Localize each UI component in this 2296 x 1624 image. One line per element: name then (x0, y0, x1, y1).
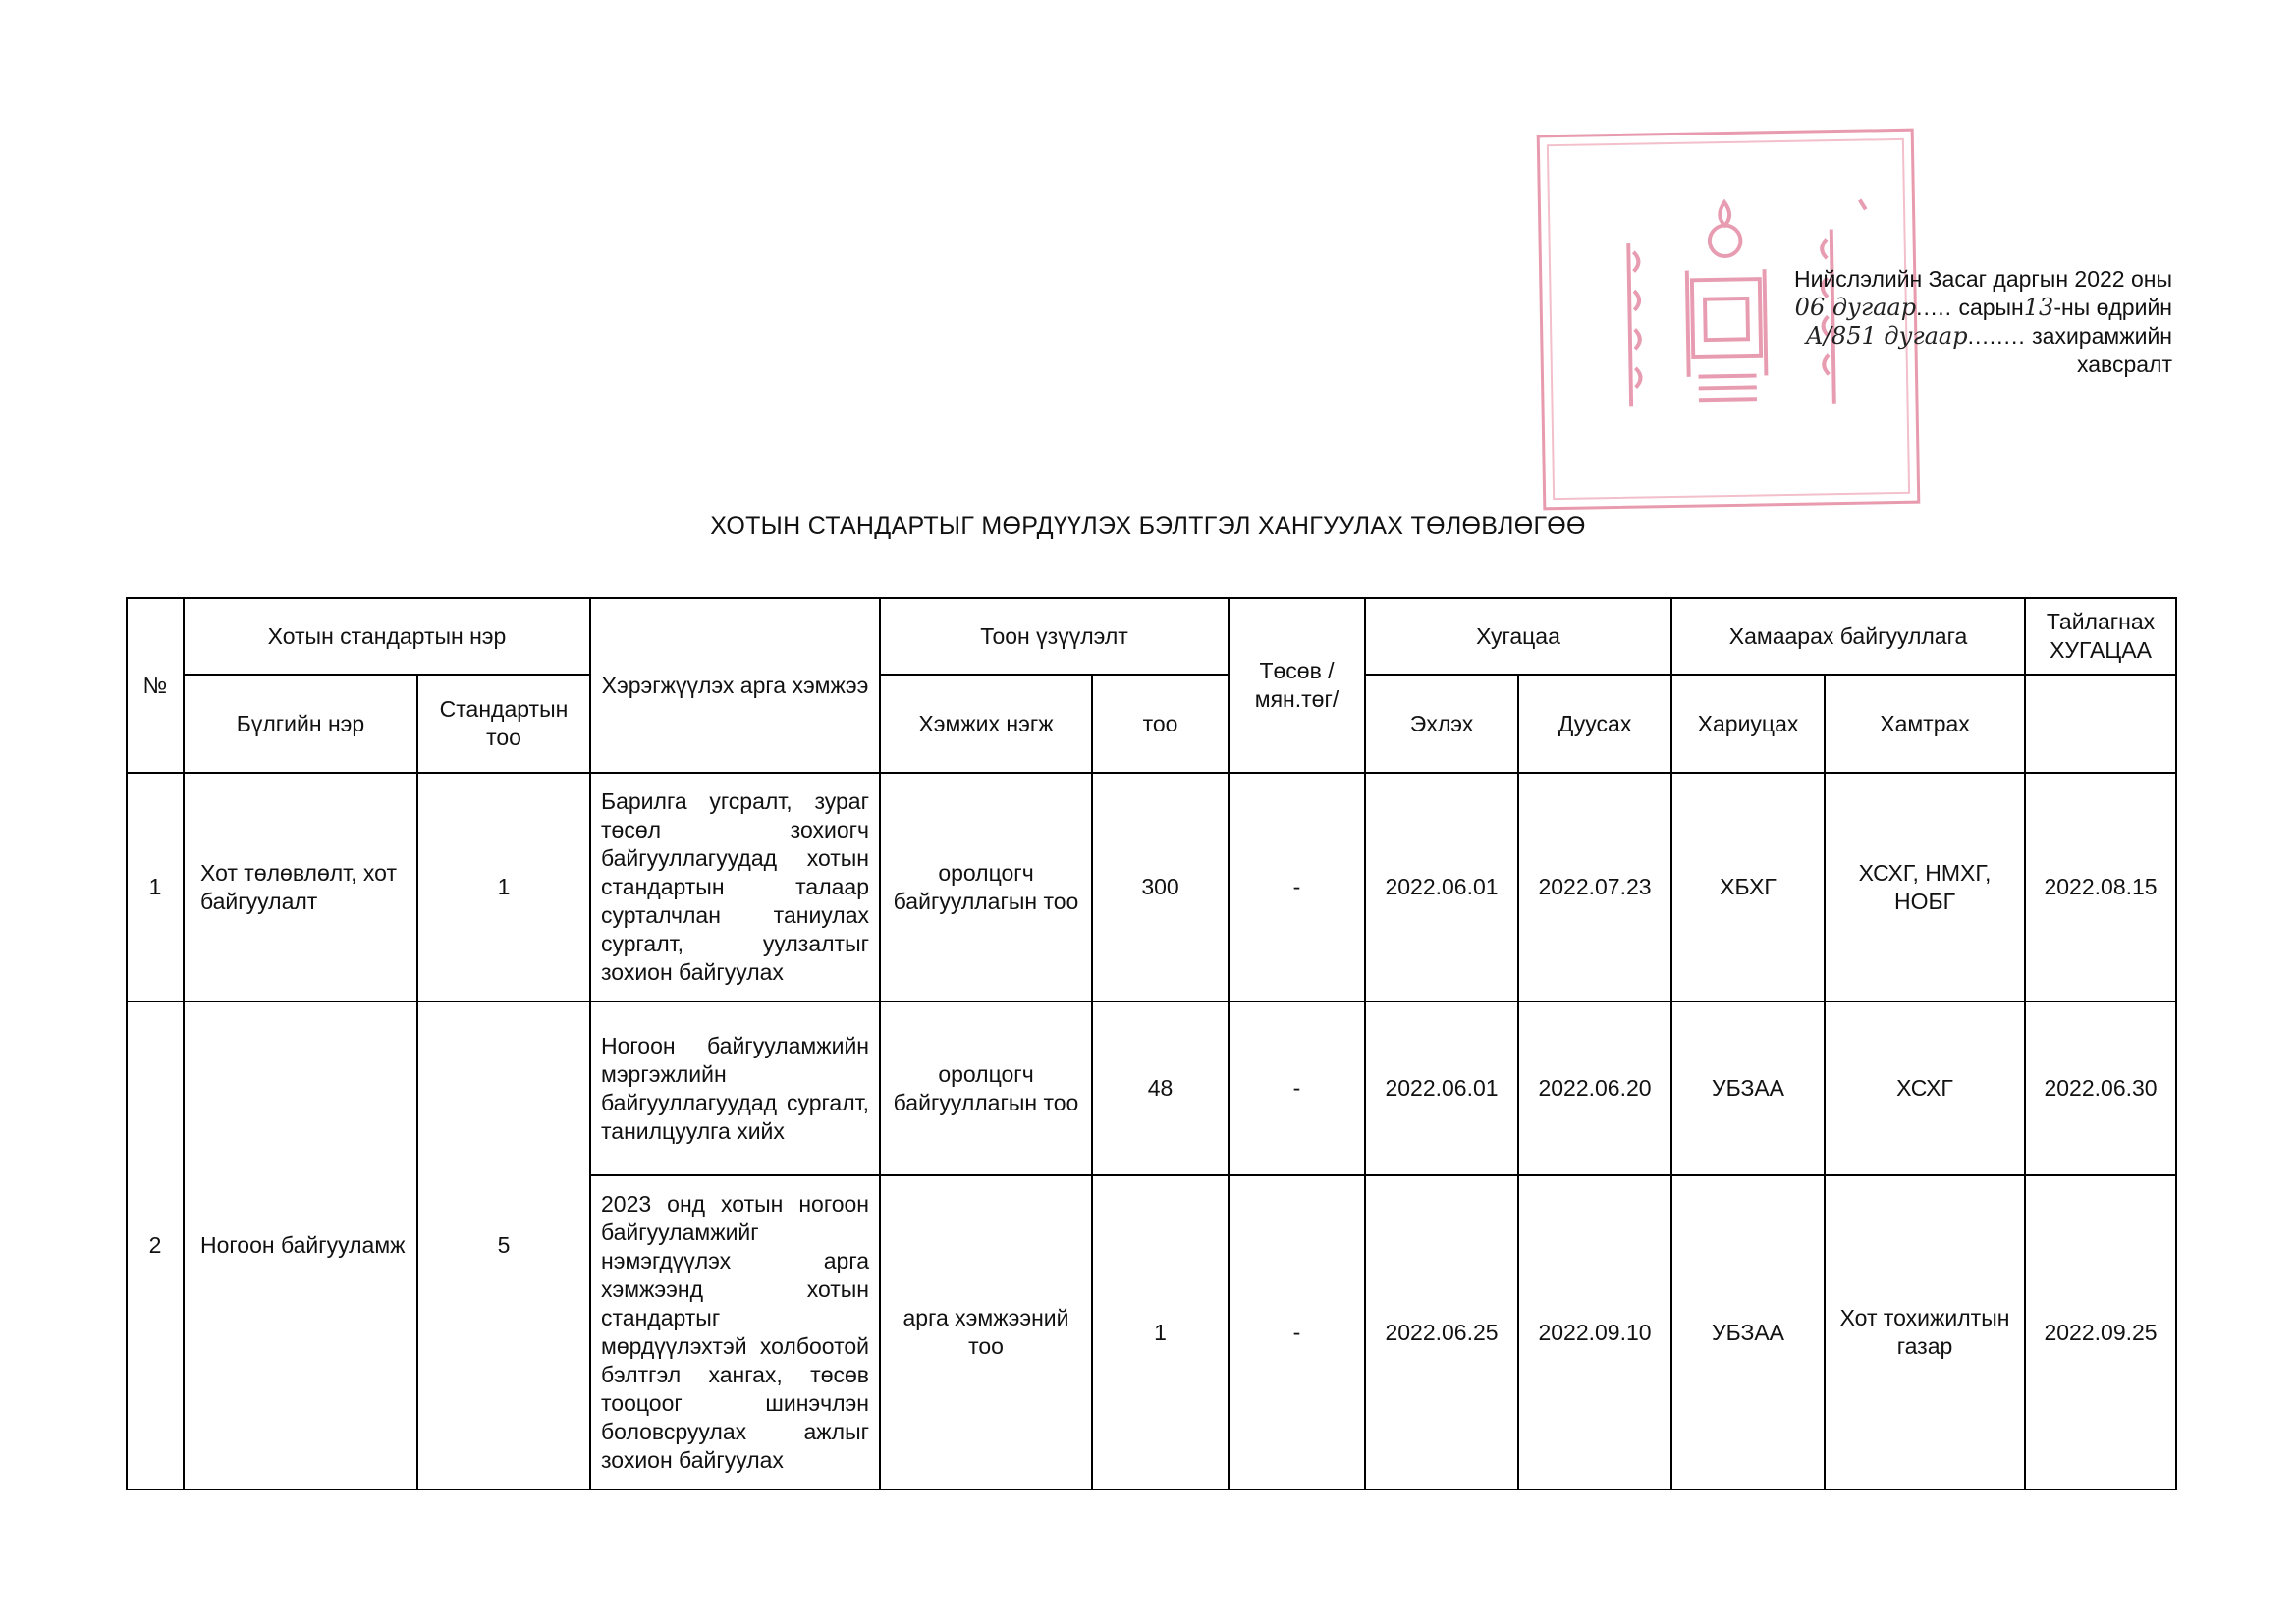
cell-measure: Ногоон байгууламжийн мэргэжлийн байгууллагуудад сургалт, танилцуулга хийх (590, 1001, 880, 1175)
header-report-blank (2025, 675, 2176, 773)
table-header-row (127, 598, 2176, 675)
cell-no: 1 (127, 773, 184, 1001)
cell-group: Ногоон байгууламж (184, 1001, 417, 1489)
cell-responsible: ХБХГ (1671, 773, 1825, 1001)
cell-end: 2022.06.20 (1518, 1001, 1671, 1175)
resolution-line-3: А/851 дугаар........ захирамжийн (1805, 322, 2172, 350)
header-responsible: Хариуцах (1671, 675, 1825, 773)
cell-count: 48 (1092, 1001, 1229, 1175)
cell-budget: - (1229, 1001, 1365, 1175)
cell-report: 2022.09.25 (2025, 1175, 2176, 1489)
resolution-line-4: хавсралт (2076, 352, 2172, 377)
cell-responsible: УБЗАА (1671, 1175, 1825, 1489)
header-report: Тайлагнах ХУГАЦАА (2025, 598, 2176, 675)
handwritten-day: 13 (2023, 294, 2054, 321)
cell-standard-count: 5 (417, 1001, 590, 1489)
cell-start: 2022.06.01 (1365, 1001, 1518, 1175)
cell-responsible: УБЗАА (1671, 1001, 1825, 1175)
cell-partner: ХСХГ (1825, 1001, 2025, 1175)
header-start: Эхлэх (1365, 675, 1518, 773)
header-standard-name: Хотын стандартын нэр (184, 598, 590, 675)
header-count: тоо (1092, 675, 1229, 773)
cell-report: 2022.08.15 (2025, 773, 2176, 1001)
handwritten-number: А/851 дугаар (1805, 322, 1968, 350)
resolution-annotation (1630, 265, 2172, 379)
header-group-name: Бүлгийн нэр (184, 675, 417, 773)
header-org: Хамаарах байгууллага (1671, 598, 2025, 675)
cell-measure: Барилга угсралт, зураг төсөл зохиогч байгууллагуудад хотын стандартын талаар сурталчлан таниулах сургалт, уулзалтыг зохион байгуулах (590, 773, 880, 1001)
header-duration: Хугацаа (1365, 598, 1671, 675)
header-no: № (127, 598, 184, 773)
cell-count: 300 (1092, 773, 1229, 1001)
header-budget: Төсөв /мян.төг/ (1229, 598, 1365, 773)
table-subheader-row (127, 675, 2176, 773)
cell-standard-count: 1 (417, 773, 590, 1001)
cell-end: 2022.07.23 (1518, 773, 1671, 1001)
handwritten-month: 06 дугаар (1794, 294, 1917, 321)
cell-partner: Хот тохижилтын газар (1825, 1175, 2025, 1489)
header-standard-count: Стандартын тоо (417, 675, 590, 773)
cell-start: 2022.06.25 (1365, 1175, 1518, 1489)
table-row (127, 773, 2176, 1001)
header-measures: Хэрэгжүүлэх арга хэмжээ (590, 598, 880, 773)
cell-count: 1 (1092, 1175, 1229, 1489)
resolution-line-1: Нийслэлийн Засаг даргын 2022 оны (1793, 266, 2172, 292)
cell-end: 2022.09.10 (1518, 1175, 1671, 1489)
cell-start: 2022.06.01 (1365, 773, 1518, 1001)
cell-measure: 2023 онд хотын ногоон байгууламжийг нэмэгдүүлэх арга хэмжээнд хотын стандартыг мөрдүүлэхтэй холбоотой бэлтгэл хангах, төсөв тооцоог шинэчлэн боловсруулах ажлыг зохион байгуулах (590, 1175, 880, 1489)
header-partner: Хамтрах (1825, 675, 2025, 773)
resolution-line-2: 06 дугаар..... сарын13-ны өдрийн (1794, 294, 2172, 321)
table-row (127, 1001, 2176, 1175)
cell-budget: - (1229, 773, 1365, 1001)
page-title: ХОТЫН СТАНДАРТЫГ МӨРДҮҮЛЭХ БЭЛТГЭЛ ХАНГУУЛАХ ТӨЛӨВЛӨГӨӨ (710, 513, 1586, 540)
header-end: Дуусах (1518, 675, 1671, 773)
plan-table (126, 597, 2177, 1490)
cell-unit: арга хэмжээний тоо (880, 1175, 1092, 1489)
header-indicator: Тоон үзүүлэлт (880, 598, 1229, 675)
cell-partner: ХСХГ, НМХГ, НОБГ (1825, 773, 2025, 1001)
cell-unit: оролцогч байгууллагын тоо (880, 773, 1092, 1001)
header-unit: Хэмжих нэгж (880, 675, 1092, 773)
cell-no: 2 (127, 1001, 184, 1489)
cell-unit: оролцогч байгууллагын тоо (880, 1001, 1092, 1175)
cell-budget: - (1229, 1175, 1365, 1489)
cell-report: 2022.06.30 (2025, 1001, 2176, 1175)
cell-group: Хот төлөвлөлт, хот байгуулалт (184, 773, 417, 1001)
